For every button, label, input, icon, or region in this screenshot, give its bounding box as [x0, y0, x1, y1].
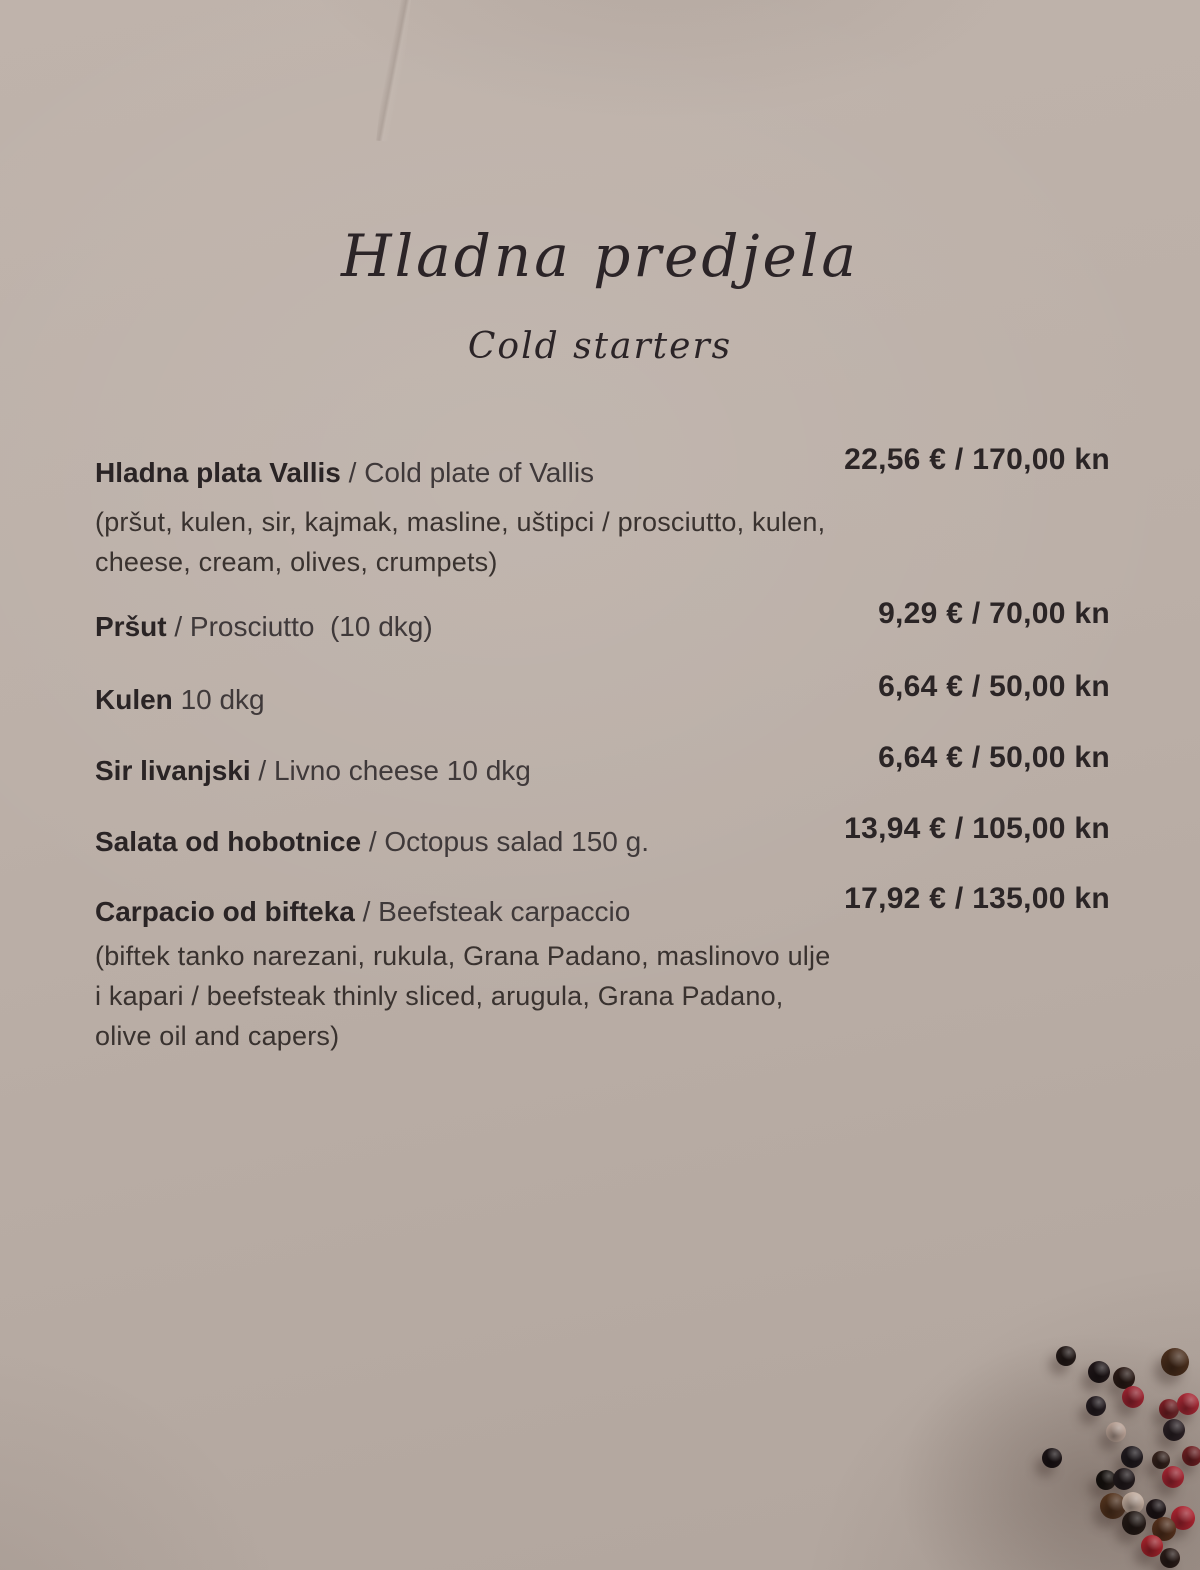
description-line: olive oil and capers)	[95, 1021, 340, 1051]
peppercorn	[1122, 1511, 1146, 1535]
menu-item-cold-plate	[95, 443, 1110, 490]
item-name	[95, 895, 630, 929]
item-description	[95, 936, 995, 1056]
item-price: 22,56 € / 170,00 kn	[844, 443, 1110, 476]
item-price: 9,29 € / 70,00 kn	[878, 597, 1110, 630]
peppercorn	[1086, 1396, 1106, 1416]
item-name-english: / Cold plate of Vallis	[348, 457, 595, 488]
item-name-croatian: Hladna plata Vallis	[95, 457, 341, 488]
peppercorn	[1159, 1399, 1179, 1419]
description-line: i kapari / beefsteak thinly sliced, arugula, Grana Padano,	[95, 981, 784, 1011]
item-price: 6,64 € / 50,00 kn	[878, 670, 1110, 703]
peppercorn	[1163, 1419, 1185, 1441]
item-name-english: / Prosciutto (10 dkg)	[174, 611, 433, 642]
peppercorn	[1088, 1361, 1110, 1383]
item-name-croatian: Pršut	[95, 611, 167, 642]
item-name-english: / Octopus salad 150 g.	[368, 826, 649, 857]
peppercorn	[1177, 1393, 1199, 1415]
peppercorn	[1161, 1348, 1189, 1376]
item-name-croatian: Kulen	[95, 684, 173, 715]
menu-item-kulen	[95, 670, 1110, 717]
section-title-english: Cold starters	[467, 326, 733, 367]
item-name-english: / Livno cheese 10 dkg	[258, 755, 531, 786]
item-price: 17,92 € / 135,00 kn	[844, 882, 1110, 915]
peppercorn	[1106, 1422, 1126, 1442]
item-price: 13,94 € / 105,00 kn	[844, 812, 1110, 845]
item-name	[95, 456, 594, 490]
peppercorn	[1056, 1346, 1076, 1366]
description-line: (pršut, kulen, sir, kajmak, masline, uštipci / prosciutto, kulen,	[95, 507, 826, 537]
section-title-croatian: Hladna predjela	[341, 222, 859, 290]
menu-item-livno-cheese	[95, 741, 1110, 788]
description-line: cheese, cream, olives, crumpets)	[95, 547, 498, 577]
peppercorn	[1113, 1468, 1135, 1490]
item-name	[95, 683, 265, 717]
peppercorn	[1160, 1548, 1180, 1568]
item-name	[95, 825, 649, 859]
item-name	[95, 610, 433, 644]
item-description	[95, 502, 995, 582]
menu-item-beefsteak-carpaccio	[95, 882, 1110, 929]
peppercorn	[1182, 1446, 1200, 1466]
menu-item-prosciutto	[95, 597, 1110, 644]
peppercorn	[1146, 1499, 1166, 1519]
peppercorn	[1042, 1448, 1062, 1468]
item-price: 6,64 € / 50,00 kn	[878, 741, 1110, 774]
menu-item-octopus-salad	[95, 812, 1110, 859]
description-line: (biftek tanko narezani, rukula, Grana Padano, maslinovo ulje	[95, 941, 831, 971]
peppercorn	[1162, 1466, 1184, 1488]
peppercorn	[1122, 1386, 1144, 1408]
peppercorn	[1121, 1446, 1143, 1468]
item-name	[95, 754, 531, 788]
paper-crease	[376, 0, 412, 143]
item-name-english: / Beefsteak carpaccio	[362, 896, 631, 927]
item-name-english: 10 dkg	[180, 684, 265, 715]
item-name-croatian: Carpacio od bifteka	[95, 896, 355, 927]
item-name-croatian: Salata od hobotnice	[95, 826, 362, 857]
item-name-croatian: Sir livanjski	[95, 755, 251, 786]
